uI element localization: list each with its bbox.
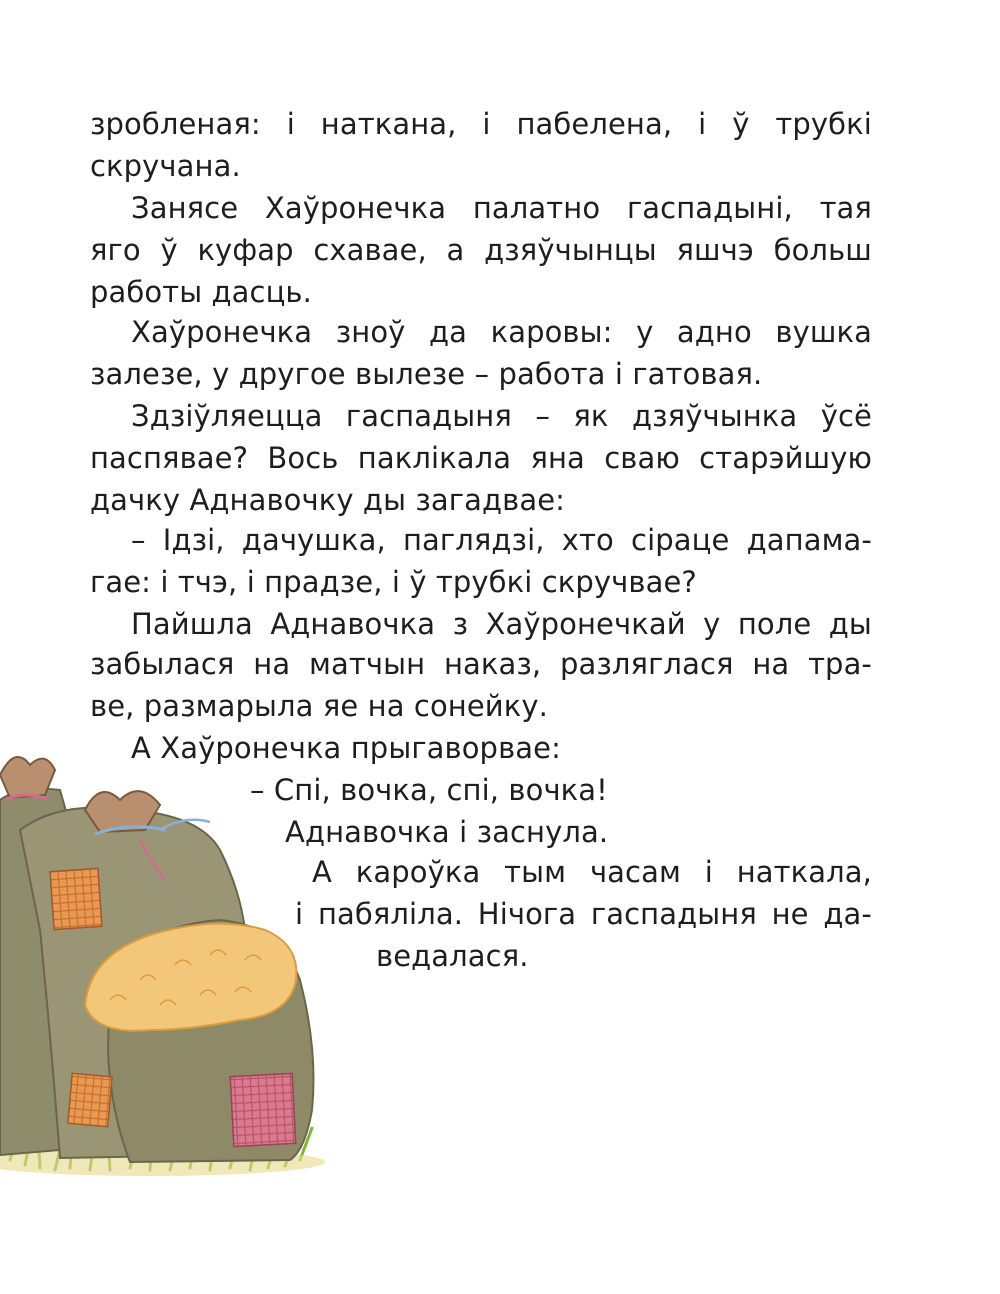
word: адно [676,315,752,349]
word: забылася [90,647,235,681]
word: тым [504,855,567,889]
patch-pink [230,1073,296,1146]
word: і [698,107,707,141]
word: куфар [197,233,294,267]
word: паглядзі, [402,523,545,557]
word: гаспадыня [590,897,757,931]
word: кароўка [355,855,481,889]
word: схавае, [313,233,427,267]
word: на [752,647,790,681]
word: Аднавочка [270,607,436,641]
word: Пайшла [131,607,253,641]
text-line: работы дасць. [90,275,312,309]
word: з [452,607,469,641]
text-line: ве, размарыла яе на сонейку. [90,689,548,723]
patched-cow-illustration [0,730,340,1200]
word: і [482,107,491,141]
word: хто [561,523,614,557]
word: Хаўронечкай [485,607,686,641]
text-line: залезе, у другое вылезе – работа і гатовая. [90,357,763,391]
word: дапама- [746,523,872,557]
word: і [704,855,713,889]
text-line [131,187,872,229]
text-line [312,851,872,893]
word: яна [530,441,585,475]
word: пабелена, [516,107,673,141]
word: часам [589,855,681,889]
word: ўсё [820,399,872,433]
word: тая [819,191,872,225]
word: палатно [472,191,601,225]
word: а [446,233,465,267]
word: наткала, [736,855,872,889]
text-line [131,603,872,645]
text-line: скручана. [90,149,241,183]
text-line [90,643,872,685]
word: паклікала [357,441,512,475]
text-line: дачку Аднавочку ды загадвае: [90,483,566,517]
word: ў [160,233,178,267]
word: ў [732,107,750,141]
word: вушка [775,315,872,349]
word: Занясе [131,191,239,225]
text-line [131,395,872,437]
word: – [535,399,550,433]
word: А [312,855,332,889]
word: – [131,523,146,557]
word: каровы: [490,315,613,349]
word: на [253,647,291,681]
word: у [703,607,721,641]
word: і [286,107,295,141]
word: да [429,315,468,349]
text-line [131,311,872,353]
text-line: А Хаўронечка прыгаворвае: [131,731,561,765]
word: гаспадыні, [626,191,793,225]
word: матчын [309,647,426,681]
text-line [90,103,872,145]
word: ды [828,607,872,641]
word: наткана, [320,107,457,141]
word: зноў [335,315,406,349]
word: поле [737,607,812,641]
word: Хаўронечка [264,191,447,225]
word: разляглася [560,647,734,681]
word: трубкі [775,107,872,141]
word: гаспадыня [345,399,512,433]
word: Нічога [477,897,577,931]
word: яго [90,233,141,267]
word: больш [773,233,872,267]
text-line [90,229,872,271]
text-line: Аднавочка і заснула. [285,815,609,849]
text-line: – Спі, вочка, спі, вочка! [250,773,608,807]
word: сіраце [631,523,730,557]
text-line: ведалася. [376,939,529,973]
word: дзяўчынцы [484,233,657,267]
word: яшчэ [676,233,754,267]
word: не [771,897,809,931]
word: як [573,399,609,433]
word: зробленая: [90,107,261,141]
word: сваю [604,441,680,475]
word: Вось [267,441,339,475]
word: Ідзі, [162,523,225,557]
word: наказ, [443,647,542,681]
patch-orange-small [68,1073,112,1126]
word: і [295,897,304,931]
word: Хаўронечка [131,315,313,349]
word: Здзіўляецца [131,399,323,433]
word: у [636,315,654,349]
text-line: гае: і тчэ, і прадзе, і ў трубкі скручвае? [90,565,697,599]
word: паспявае? [90,441,249,475]
word: да- [823,897,872,931]
patch-orange [50,868,102,929]
word: пабяліла. [317,897,464,931]
text-line [90,437,872,479]
text-line [295,893,872,935]
word: тра- [808,647,872,681]
word: дзяўчынка [632,399,798,433]
word: дачушка, [241,523,386,557]
text-line [131,519,872,561]
word: старэйшую [699,441,872,475]
